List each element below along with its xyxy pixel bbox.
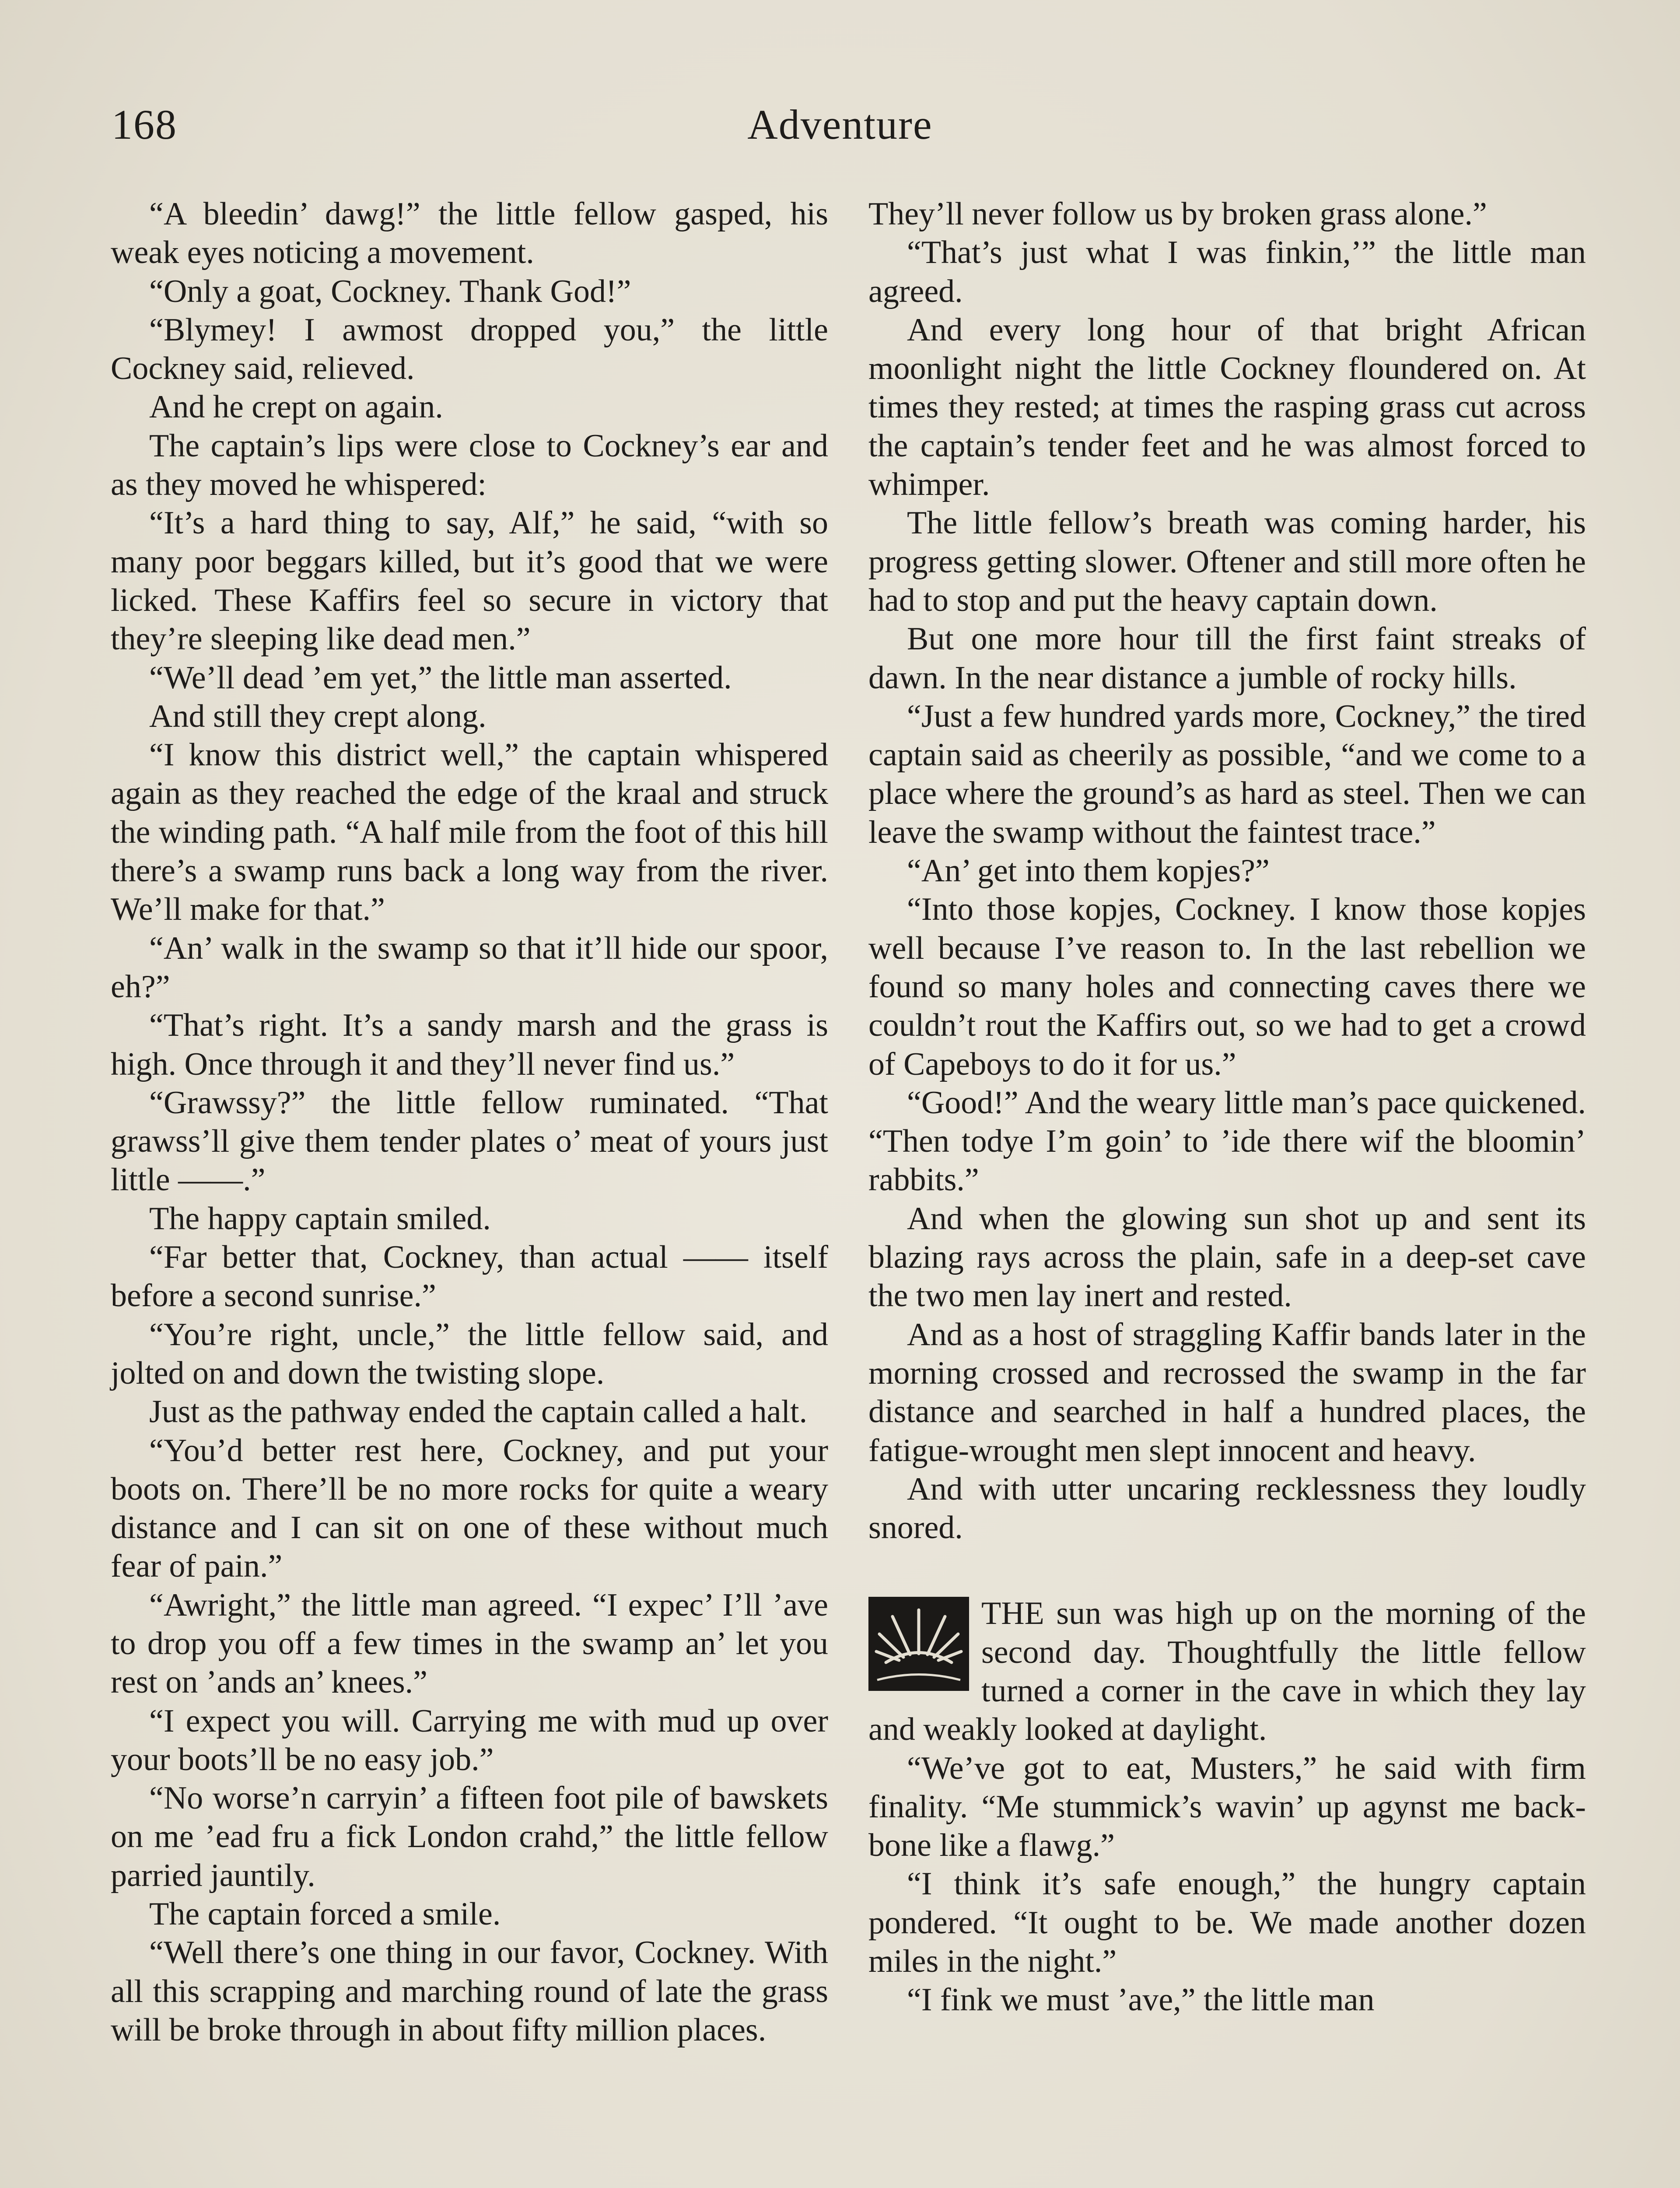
paragraph: “A bleedin’ dawg!” the little fellow gasped, his weak eyes noticing a movement. xyxy=(111,196,828,271)
paragraph: “Far better that, Cockney, than actual —— itself before a second sunrise.” xyxy=(111,1239,828,1314)
text-column-left xyxy=(111,195,828,2049)
section-lead-in: THE xyxy=(981,1595,1044,1632)
paragraph: The happy captain smiled. xyxy=(149,1200,491,1237)
paragraph: “I expect you will. Carrying me with mud up over your boots’ll be no easy job.” xyxy=(111,1703,828,1778)
paragraph: “I think it’s safe enough,” the hungry captain pondered. “It ought to be. We made another dozen miles in the night.” xyxy=(868,1866,1586,1980)
paragraph: The captain’s lips were close to Cockney’s ear and as they moved he whispered: xyxy=(111,428,828,503)
paragraph-continued: They’ll never follow us by broken grass alone.” xyxy=(868,196,1487,232)
text-column-right xyxy=(868,195,1586,2020)
page-header xyxy=(112,98,1568,151)
paragraph: “I fink we must ’ave,” the little man xyxy=(907,1982,1375,2018)
paragraph: “Just a few hundred yards more, Cockney,” the tired captain said as cheerily as possible, “and we come to a place where the ground’s as hard as steel. Then we can leave the swamp without the faintest trace.” xyxy=(868,698,1586,850)
paragraph: And every long hour of that bright African moonlight night the little Cockney floundered on. At times they rested; at times the rasping grass cut across the captain’s tender feet and he was almost forced to whimper. xyxy=(868,312,1586,503)
sunrise-rays-ornament-icon xyxy=(868,1597,969,1691)
paragraph: “Well there’s one thing in our favor, Cockney. With all this scrapping and marching round of late the grass will be broke through in about fifty million places. xyxy=(111,1935,828,2048)
paragraph: “You’d better rest here, Cockney, and put your boots on. There’ll be no more rocks for quite a weary distance and I can sit on one of these without much fear of pain.” xyxy=(111,1432,828,1585)
paragraph: “We’ve got to eat, Musters,” he said with firm finality. “Me stummick’s wavin’ up agynst me back-bone like a flawg.” xyxy=(868,1750,1586,1864)
paragraph: “Awright,” the little man agreed. “I expec’ I’ll ’ave to drop you off a few times in the swamp an’ let you rest on ’ands an’ knees.” xyxy=(111,1587,828,1701)
paragraph: “You’re right, uncle,” the little fellow said, and jolted on and down the twisting slope. xyxy=(111,1316,828,1391)
paragraph: “Blymey! I awmost dropped you,” the little Cockney said, relieved. xyxy=(111,312,828,387)
paragraph: “I know this district well,” the captain whispered again as they reached the edge of the kraal and struck the winding path. “A half mile from the foot of this hill there’s a swamp runs back a long way from the river. We’ll make for that.” xyxy=(111,737,828,928)
paragraph: “That’s right. It’s a sandy marsh and the grass is high. Once through it and they’ll never find us.” xyxy=(111,1007,828,1082)
paragraph: “Grawssy?” the little fellow ruminated. “That grawss’ll give them tender plates o’ meat of yours just little ——.” xyxy=(111,1084,828,1198)
paragraph: And as a host of straggling Kaffir bands later in the morning crossed and recrossed the swamp in the far distance and searched in half a hundred places, the fatigue-wrought men slept innocent and heavy. xyxy=(868,1316,1586,1469)
paragraph: And with utter uncaring recklessness they loudly snored. xyxy=(868,1471,1586,1546)
paragraph: But one more hour till the first faint streaks of dawn. In the near distance a jumble of rocky hills. xyxy=(868,621,1586,696)
paragraph: “We’ll dead ’em yet,” the little man asserted. xyxy=(149,659,732,696)
paragraph: “An’ walk in the swamp so that it’ll hide our spoor, eh?” xyxy=(111,930,828,1005)
paragraph: And when the glowing sun shot up and sent its blazing rays across the plain, safe in a deep-set cave the two men lay inert and rested. xyxy=(868,1200,1586,1314)
section-first-text: sun was high up on the morning of the second day. Thoughtfully the little fellow turned a corner in the cave in which they lay and weakly looked at daylight. xyxy=(868,1595,1586,1748)
paragraph: “It’s a hard thing to say, Alf,” he said, “with so many poor beggars killed, but it’s good that we were licked. These Kaffirs feel so secure in victory that they’re sleeping like dead men.” xyxy=(111,505,828,657)
paragraph: “An’ get into them kopjes?” xyxy=(907,853,1270,889)
running-title: Adventure xyxy=(747,101,933,148)
paragraph: “Into those kopjes, Cockney. I know those kopjes well because I’ve reason to. In the last rebellion we found so many holes and connecting caves there we couldn’t rout the Kaffirs out, so we had to get a crowd of Capeboys to do it for us.” xyxy=(868,891,1586,1082)
page-number: 168 xyxy=(112,101,177,148)
paragraph: And he crept on again. xyxy=(149,389,443,425)
paragraph: And still they crept along. xyxy=(149,698,486,734)
paragraph: “Good!” And the weary little man’s pace quickened. “Then todye I’m goin’ to ’ide there wif the bloomin’ rabbits.” xyxy=(868,1084,1586,1198)
paragraph: “Only a goat, Cockney. Thank God!” xyxy=(149,273,631,309)
paragraph: The captain forced a smile. xyxy=(149,1896,501,1932)
paragraph: “No worse’n carryin’ a fifteen foot pile of bawskets on me ’ead fru a fick London crahd,” the little fellow parried jauntily. xyxy=(111,1780,828,1893)
paragraph: Just as the pathway ended the captain called a halt. xyxy=(149,1394,808,1430)
section-opening-paragraph xyxy=(868,1594,1586,1749)
paragraph: The little fellow’s breath was coming harder, his progress getting slower. Oftener and still more often he had to stop and put the heavy captain down. xyxy=(868,505,1586,618)
paragraph: “That’s just what I was finkin,’” the little man agreed. xyxy=(868,235,1586,309)
